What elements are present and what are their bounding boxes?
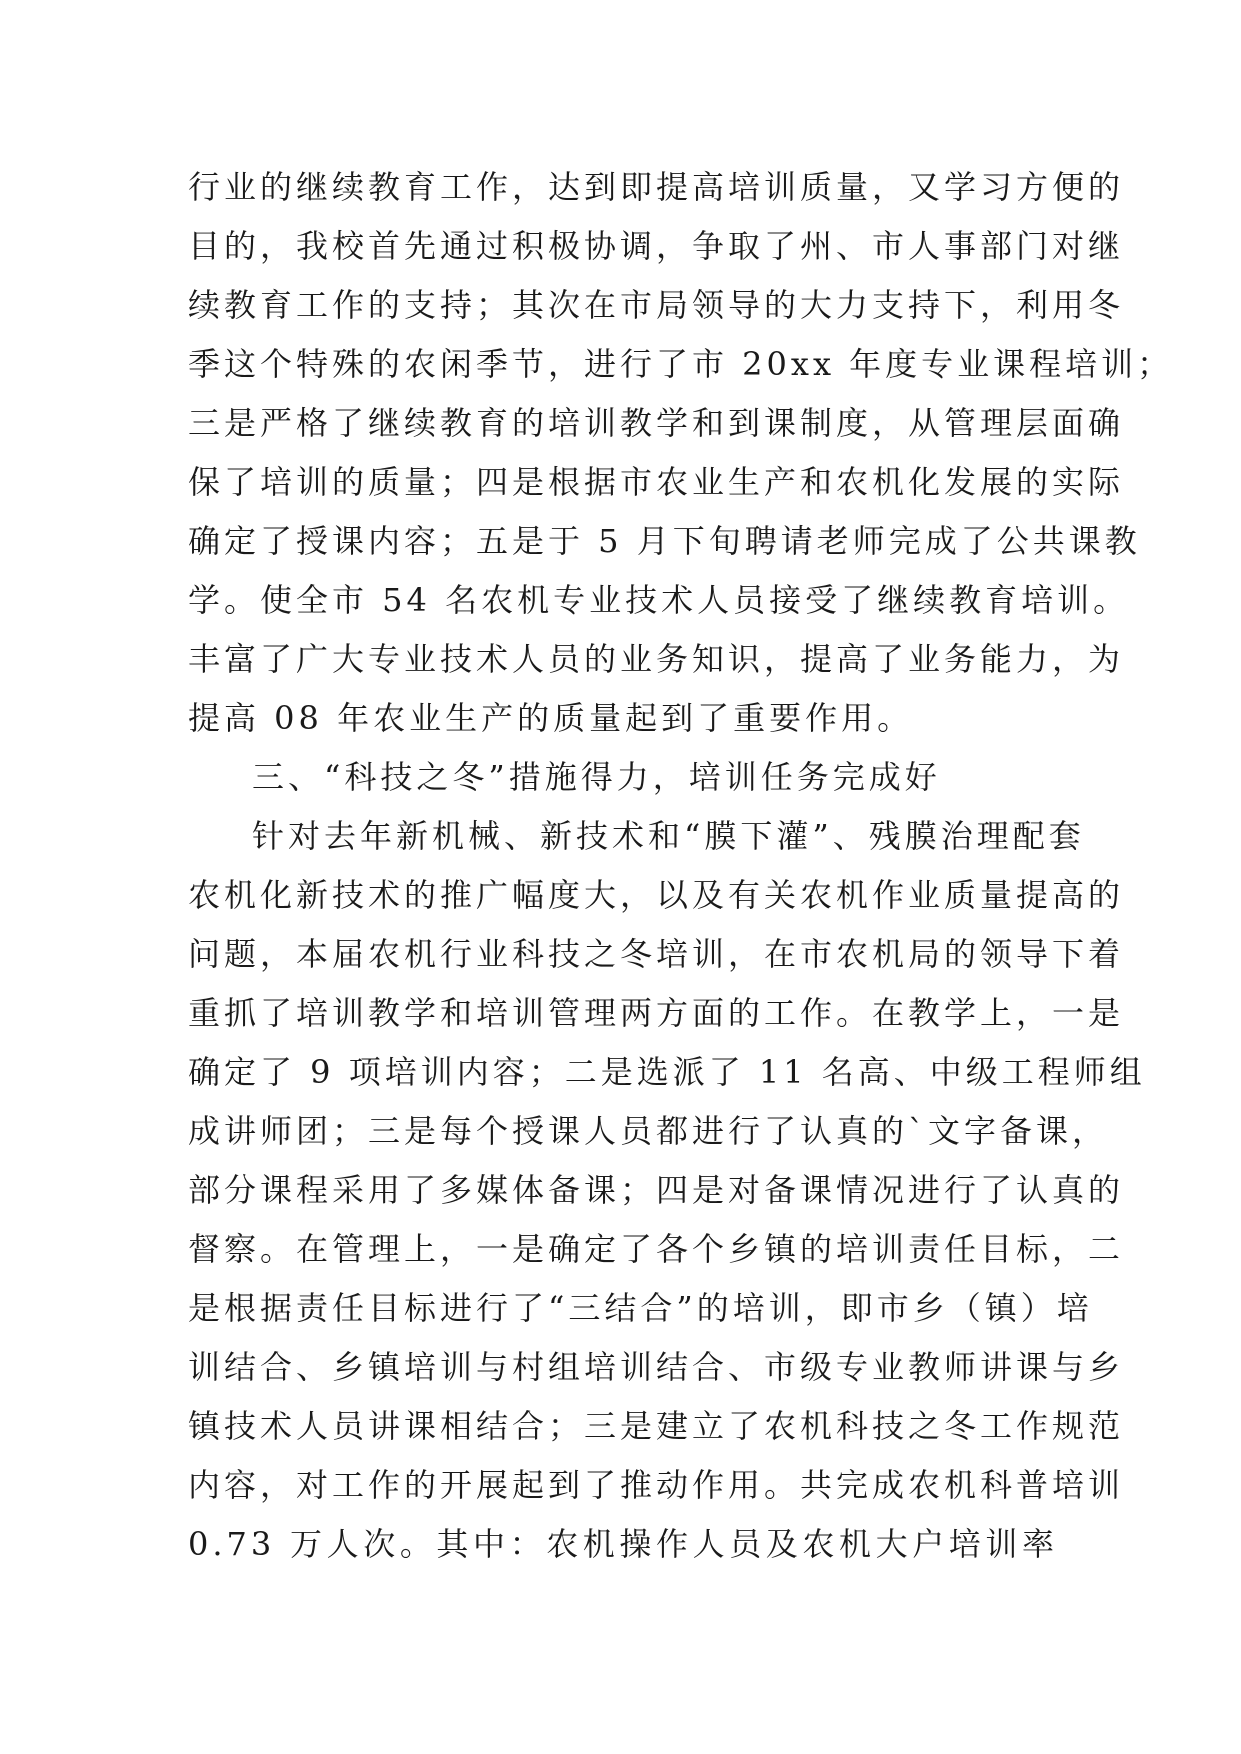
section-heading: 三、“科技之冬”措施得力，培训任务完成好	[252, 758, 941, 796]
text-line: 部分课程采用了多媒体备课；四是对备课情况进行了认真的	[188, 1171, 1125, 1209]
text-line: 目的，我校首先通过积极协调，争取了州、市人事部门对继	[188, 227, 1125, 265]
text-line: 问题，本届农机行业科技之冬培训，在市农机局的领导下着	[188, 935, 1125, 973]
text-line: 镇技术人员讲课相结合；三是建立了农机科技之冬工作规范	[188, 1407, 1125, 1445]
text-line: 内容，对工作的开展起到了推动作用。共完成农机科普培训	[188, 1466, 1125, 1504]
text-line: 提高 08 年农业生产的质量起到了重要作用。	[188, 699, 914, 737]
text-line: 季这个特殊的农闲季节，进行了市 20xx 年度专业课程培训；	[188, 345, 1174, 383]
text-line: 0.73 万人次。其中：农机操作人员及农机大户培训率	[188, 1525, 1058, 1563]
text-line: 针对去年新机械、新技术和“膜下灌”、残膜治理配套	[252, 817, 1085, 855]
text-line: 保了培训的质量；四是根据市农业生产和农机化发展的实际	[188, 463, 1125, 501]
text-line: 农机化新技术的推广幅度大，以及有关农机作业质量提高的	[188, 876, 1125, 914]
text-line: 是根据责任目标进行了“三结合”的培训，即市乡（镇）培	[188, 1289, 1093, 1327]
text-line: 督察。在管理上，一是确定了各个乡镇的培训责任目标，二	[188, 1230, 1125, 1268]
text-line: 确定了授课内容；五是于 5 月下旬聘请老师完成了公共课教	[188, 522, 1141, 560]
text-line: 成讲师团；三是每个授课人员都进行了认真的`文字备课，	[188, 1112, 1109, 1150]
text-line: 丰富了广大专业技术人员的业务知识，提高了业务能力，为	[188, 640, 1125, 678]
text-line: 重抓了培训教学和培训管理两方面的工作。在教学上，一是	[188, 994, 1125, 1032]
text-line: 确定了 9 项培训内容；二是选派了 11 名高、中级工程师组	[188, 1053, 1146, 1091]
text-line: 学。使全市 54 名农机专业技术人员接受了继续教育培训。	[188, 581, 1130, 619]
text-line: 训结合、乡镇培训与村组培训结合、市级专业教师讲课与乡	[188, 1348, 1125, 1386]
text-line: 三是严格了继续教育的培训教学和到课制度，从管理层面确	[188, 404, 1125, 442]
text-line: 续教育工作的支持；其次在市局领导的大力支持下，利用冬	[188, 286, 1125, 324]
document-body	[188, 158, 1174, 1574]
text-line: 行业的继续教育工作，达到即提高培训质量，又学习方便的	[188, 168, 1125, 206]
